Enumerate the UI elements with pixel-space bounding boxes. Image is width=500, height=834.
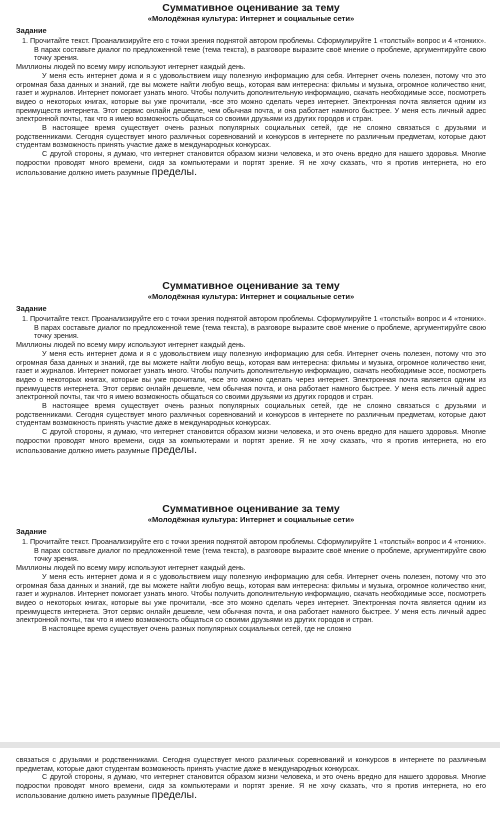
block-title: Суммативное оценивание за тему (162, 280, 340, 292)
paragraph-2 (16, 402, 486, 428)
paragraph-2-rest: связаться с друзьями и родственниками. Сегодня существует много различных соревнований и конкурсов в интернете по различным предметам, которые дают студентам возможность принять участие даже в международных конкурсах. (16, 123, 487, 150)
paragraph-3 (16, 428, 486, 455)
block-subtitle: «Молодёжная культура: Интернет и социальные сети» (147, 14, 355, 23)
task-text: 1. Прочитайте текст. Проанализируйте его с точки зрения поднятой автором проблемы. Сформулируйте 1 «толстый» вопрос и 4 «тонких». В парах составьте диалог по предложенной теме (тема текста), в разговоре выразите своё мнение о проблеме, аргументируйте свою точку зрения. (22, 537, 486, 564)
task-text: 1. Прочитайте текст. Проанализируйте его с точки зрения поднятой автором проблемы. Сформулируйте 1 «толстый» вопрос и 4 «тонких». В парах составьте диалог по предложенной теме (тема текста), в разговоре выразите своё мнение о проблеме, аргументируйте свою точку зрения. (22, 314, 486, 341)
paragraph-3-text: С другой стороны, я думаю, что интернет становится образом жизни человека, и это очень вредно для нашего здоровья. Многие подростки проводят много времени, сидя за компьютерами и портят зрение. Я не хочу сказать, что я против интернета, но его использование должно иметь разумные (16, 427, 486, 455)
paragraph-2-rest: связаться с друзьями и родственниками. Сегодня существует много различных соревнований и конкурсов в интернете по различным предметам, которые дают студентам возможность принять участие даже в международных конкурсах. (16, 401, 487, 428)
block-subtitle: «Молодёжная культура: Интернет и социальные сети» (147, 515, 355, 524)
task-heading: Задание (16, 304, 47, 313)
paragraph-3-text: С другой стороны, я думаю, что интернет становится образом жизни человека, и это очень вредно для нашего здоровья. Многие подростки проводят много времени, сидя за компьютерами и портят зрение. Я не хочу сказать, что я против интернета, но его использование должно иметь разумные (16, 149, 486, 177)
paragraph-3 (16, 773, 486, 800)
paragraph-1: У меня есть интернет дома и я с удовольствием ищу полезную информацию для себя. Интернет очень полезен, потому что это огромная база данных и знаний, где вы можете найти любую вещь, которая вам интересна: фильмы и музыка, огромное количество книг, газет и журналов. Интернет помогает узнать много. Чтобы получить дополнительную информацию, скачать необходимые эссе, посмотреть видео о некоторых книгах, которые вы уже прочитали, -все это можно сделать через интернет. Электронная почта является одним из преимуществ интернета. Этот сервис онлайн дешевле, чем обычная почта, и она работает намного быстрее. У меня есть личный адрес электронной почты, так что я имею возможность общаться со своими друзьями из других городов и стран. (16, 70, 486, 124)
intro-line: Миллионы людей по всему миру используют интернет каждый день. (16, 62, 246, 72)
assessment-block-1 (16, 2, 486, 177)
paragraph-2-rest: связаться с друзьями и родственниками. Сегодня существует много различных соревнований и конкурсов в интернете по различным предметам, которые дают студентам возможность принять участие даже в международных конкурсах. (16, 755, 486, 773)
task-heading: Задание (16, 26, 47, 35)
block-title: Суммативное оценивание за тему (162, 503, 340, 515)
intro-line: Миллионы людей по всему миру используют интернет каждый день. (16, 340, 246, 350)
intro-line: Миллионы людей по всему миру используют интернет каждый день. (16, 563, 246, 573)
document-page-2 (0, 748, 500, 834)
assessment-block-3 (16, 503, 486, 634)
paragraph-2-start: В настоящее время существует очень разных популярных социальных сетей, где не сложно (42, 401, 392, 411)
assessment-block-2 (16, 280, 486, 455)
paragraph-2 (16, 124, 486, 150)
paragraph-1: У меня есть интернет дома и я с удовольствием ищу полезную информацию для себя. Интернет очень полезен, потому что это огромная база данных и знаний, где вы можете найти любую вещь, которая вам интересна: фильмы и музыка, огромное количество книг, газет и журналов. Интернет помогает узнать много. Чтобы получить дополнительную информацию, скачать необходимые эссе, посмотреть видео о некоторых книгах, которые вы уже прочитали, -все это можно сделать через интернет. Электронная почта является одним из преимуществ интернета. Этот сервис онлайн дешевле, чем обычная почта, и она работает намного быстрее. У меня есть личный адрес электронной почты, так что я имею возможность общаться со своими друзьями из других городов и стран. (16, 348, 486, 402)
assessment-block-3-continued (16, 756, 486, 801)
block-subtitle: «Молодёжная культура: Интернет и социальные сети» (147, 292, 355, 301)
block-title: Суммативное оценивание за тему (162, 2, 340, 14)
paragraph-2-start: В настоящее время существует очень разных популярных социальных сетей, где не сложно (42, 123, 392, 133)
paragraph-3-last-word: пределы. (151, 443, 198, 456)
paragraph-2-start: В настоящее время существует очень разных популярных социальных сетей, где не сложно (42, 624, 352, 634)
task-heading: Задание (16, 527, 47, 536)
task-text: 1. Прочитайте текст. Проанализируйте его с точки зрения поднятой автором проблемы. Сформулируйте 1 «толстый» вопрос и 4 «тонких». В парах составьте диалог по предложенной теме (тема текста), в разговоре выразите своё мнение о проблеме, аргументируйте свою точку зрения. (22, 36, 486, 63)
paragraph-3-text: С другой стороны, я думаю, что интернет становится образом жизни человека, и это очень вредно для нашего здоровья. Многие подростки проводят много времени, сидя за компьютерами и портят зрение. Я не хочу сказать, что я против интернета, но его использование должно иметь разумные (16, 772, 486, 800)
paragraph-3 (16, 150, 486, 177)
paragraph-3-last-word: пределы. (151, 788, 198, 801)
paragraph-3-last-word: пределы. (151, 165, 198, 178)
paragraph-1: У меня есть интернет дома и я с удовольствием ищу полезную информацию для себя. Интернет очень полезен, потому что это огромная база данных и знаний, где вы можете найти любую вещь, которая вам интересна: фильмы и музыка, огромное количество книг, газет и журналов. Интернет помогает узнать много. Чтобы получить дополнительную информацию, скачать необходимые эссе, посмотреть видео о некоторых книгах, которые вы уже прочитали, -все это можно сделать через интернет. Электронная почта является одним из преимуществ интернета. Этот сервис онлайн дешевле, чем обычная почта, и она работает намного быстрее. У меня есть личный адрес электронной почты, так что я имею возможность общаться со своими друзьями из других городов и стран. (16, 571, 486, 625)
